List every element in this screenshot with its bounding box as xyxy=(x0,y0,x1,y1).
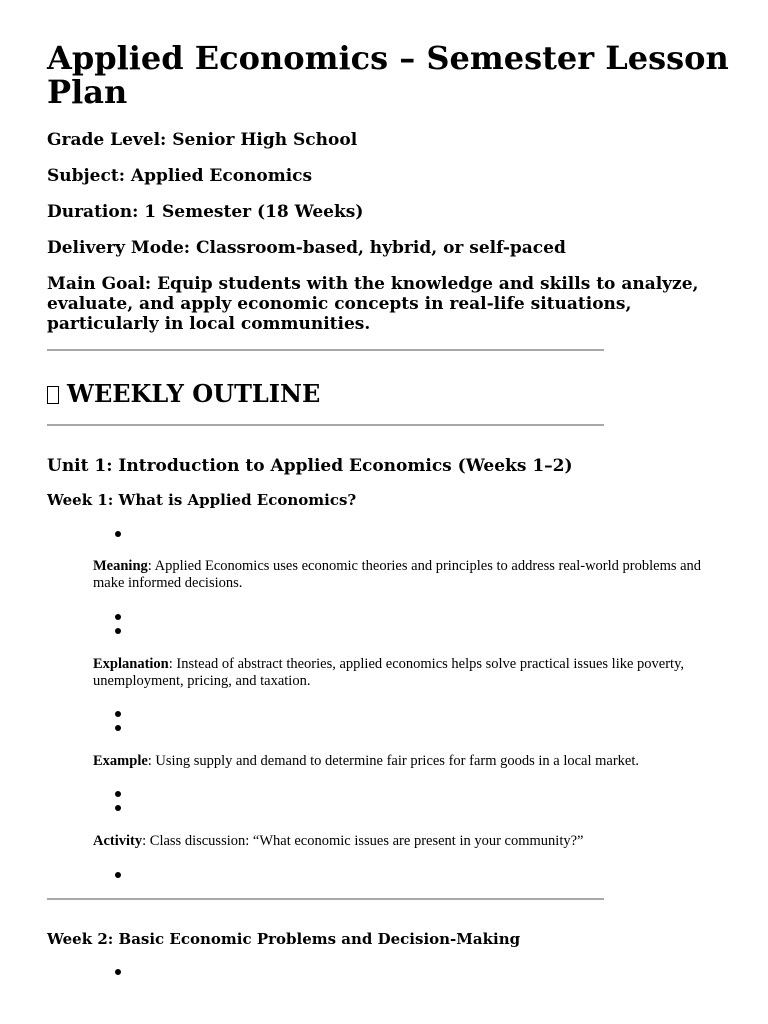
item-label: Meaning xyxy=(93,558,148,574)
list-bullet xyxy=(115,628,121,634)
item-label: Explanation xyxy=(93,656,169,672)
list-item xyxy=(93,753,728,770)
item-text: : Instead of abstract theories, applied economics helps solve practical issues like poverty, unemployment, pricing, and taxation. xyxy=(93,656,685,689)
grade-level: Grade Level: Senior High School xyxy=(47,130,358,150)
list-bullet xyxy=(115,531,121,537)
item-label: Example xyxy=(93,753,148,769)
main-goal: Main Goal: Equip students with the knowledge and skills to analyze, evaluate, and apply economic concepts in real-life situations, particularly in local communities. xyxy=(47,274,699,334)
square-box-icon xyxy=(47,386,59,404)
subject: Subject: Applied Economics xyxy=(47,166,313,186)
list-bullet xyxy=(115,805,121,811)
item-text: : Applied Economics uses economic theories and principles to address real-world problems and make informed decisions. xyxy=(93,558,702,591)
unit-title: Unit 1: Introduction to Applied Economics (Weeks 1–2) xyxy=(47,456,573,476)
duration: Duration: 1 Semester (18 Weeks) xyxy=(47,202,364,222)
item-text: : Class discussion: “What economic issues are present in your community?” xyxy=(142,833,584,849)
list-bullet xyxy=(115,791,121,797)
divider xyxy=(47,898,604,900)
item-text: : Using supply and demand to determine fair prices for farm goods in a local market. xyxy=(147,753,640,769)
list-bullet xyxy=(115,969,121,975)
week-title: Week 1: What is Applied Economics? xyxy=(47,491,357,509)
list-bullet xyxy=(115,711,121,717)
week-title: Week 2: Basic Economic Problems and Decision-Making xyxy=(47,930,521,948)
divider xyxy=(47,349,604,351)
section-title: WEEKLY OUTLINE xyxy=(67,379,321,408)
list-item xyxy=(93,833,728,850)
list-bullet xyxy=(115,614,121,620)
document-title: Applied Economics – Semester Lesson Plan xyxy=(47,39,729,111)
list-bullet xyxy=(115,872,121,878)
list-bullet xyxy=(115,725,121,731)
section-heading xyxy=(47,380,320,408)
list-item xyxy=(93,558,728,592)
list-item xyxy=(93,656,728,690)
divider xyxy=(47,424,604,426)
item-label: Activity xyxy=(93,833,143,849)
delivery-mode: Delivery Mode: Classroom-based, hybrid, or self-paced xyxy=(47,238,566,258)
